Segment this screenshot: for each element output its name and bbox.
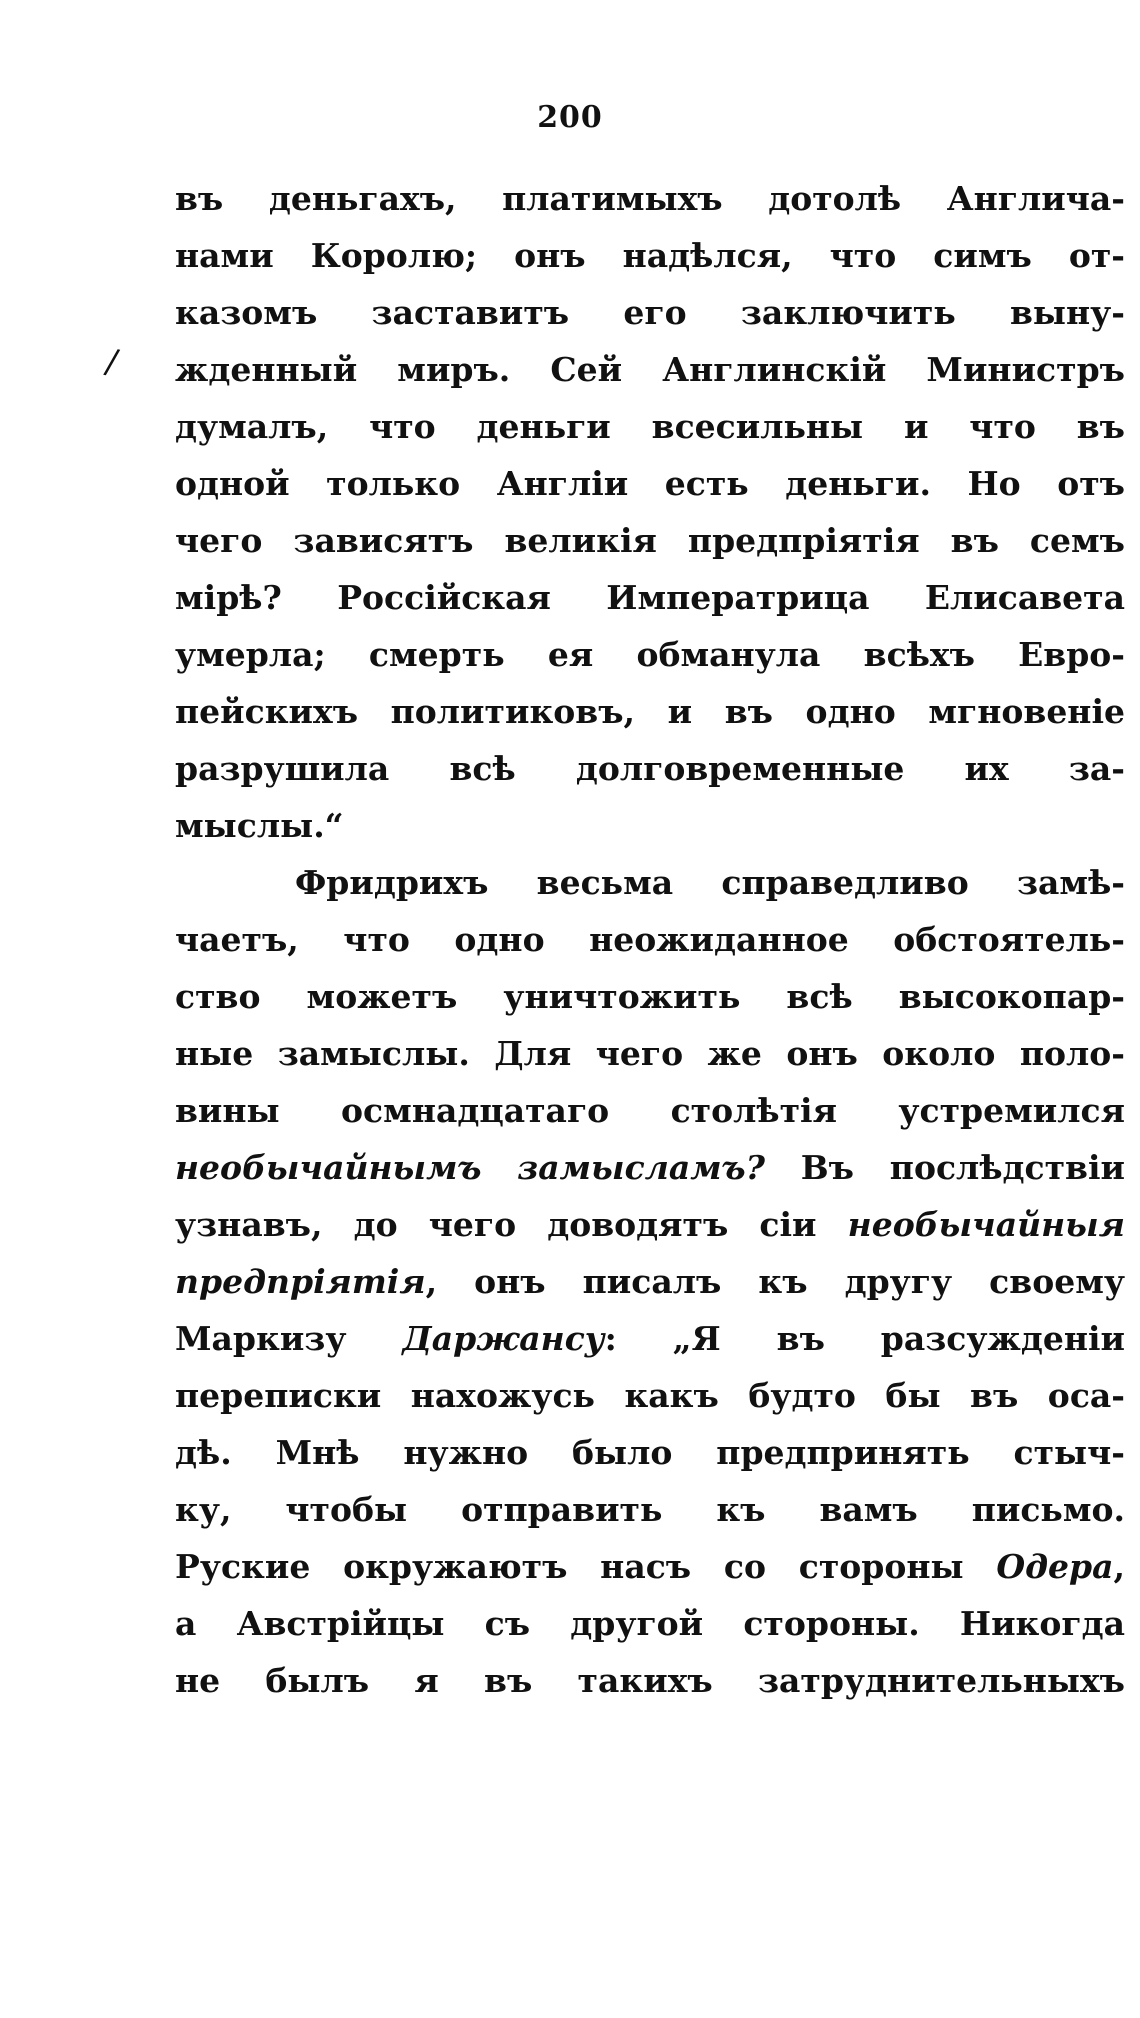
text-line-paragraph-end: мыслы.“: [175, 806, 344, 845]
text-line: переписки нахожусь какъ будто бы въ оса-: [175, 1376, 1125, 1415]
text-line: ку, чтобы отправить къ вамъ письмо.: [175, 1490, 1125, 1529]
text-line: вины осмнадцатаго столѣтія устремился: [175, 1091, 1125, 1130]
text-line: не былъ я въ такихъ затруднительныхъ: [175, 1661, 1125, 1700]
italic-phrase: необычайнымъ замысламъ?: [175, 1148, 765, 1187]
text-line: Маркизу Даржансу: „Я въ разсужденіи: [175, 1319, 1126, 1358]
text-line-paragraph-start: Фридрихъ весьма справедливо замѣ-: [295, 863, 1125, 902]
text-line: пейскихъ политиковъ, и въ одно мгновеніе: [175, 692, 1125, 731]
text-line: предпріятія, онъ писалъ къ другу своему: [175, 1262, 1125, 1301]
text-line: нами Королю; онъ надѣлся, что симъ от-: [175, 236, 1125, 275]
text-line: необычайнымъ замысламъ? Въ послѣдствіи: [175, 1148, 1125, 1187]
page-number: 200: [537, 100, 603, 135]
text-line: умерла; смерть ея обманула всѣхъ Евро-: [175, 635, 1125, 674]
text-line: ные замыслы. Для чего же онъ около поло-: [175, 1034, 1125, 1073]
text-line: ство можетъ уничтожить всѣ высокопар-: [175, 977, 1125, 1016]
margin-pencil-mark: /: [101, 341, 122, 383]
text-line: чего зависятъ великія предпріятія въ семъ: [175, 521, 1125, 560]
text-line: жденный миръ. Сей Англинскій Министръ: [175, 350, 1125, 389]
text-line: одной только Англіи есть деньги. Но отъ: [175, 464, 1125, 503]
text-line: мірѣ? Россійская Императрица Елисавета: [175, 578, 1125, 617]
italic-phrase: предпріятія: [175, 1262, 426, 1301]
italic-name: Одера: [996, 1547, 1114, 1586]
text-line: дѣ. Мнѣ нужно было предпринять стыч-: [175, 1433, 1125, 1472]
text-line: чаетъ, что одно неожиданное обстоятель-: [175, 920, 1125, 959]
italic-name: Даржансу: [402, 1319, 605, 1358]
text-line: въ деньгахъ, платимыхъ дотолѣ Англича-: [175, 179, 1125, 218]
text-line: казомъ заставитъ его заключить выну-: [175, 293, 1125, 332]
italic-phrase: необычайныя: [847, 1205, 1125, 1244]
body-text: [175, 170, 1125, 1709]
text-line: Руские окружаютъ насъ со стороны Одера,: [175, 1547, 1125, 1586]
text-line: думалъ, что деньги всесильны и что въ: [175, 407, 1125, 446]
text-line: узнавъ, до чего доводятъ сіи необычайныя: [175, 1205, 1125, 1244]
text-line: разрушила всѣ долговременные их за-: [175, 749, 1125, 788]
text-line: а Австрійцы съ другой стороны. Никогда: [175, 1604, 1125, 1643]
